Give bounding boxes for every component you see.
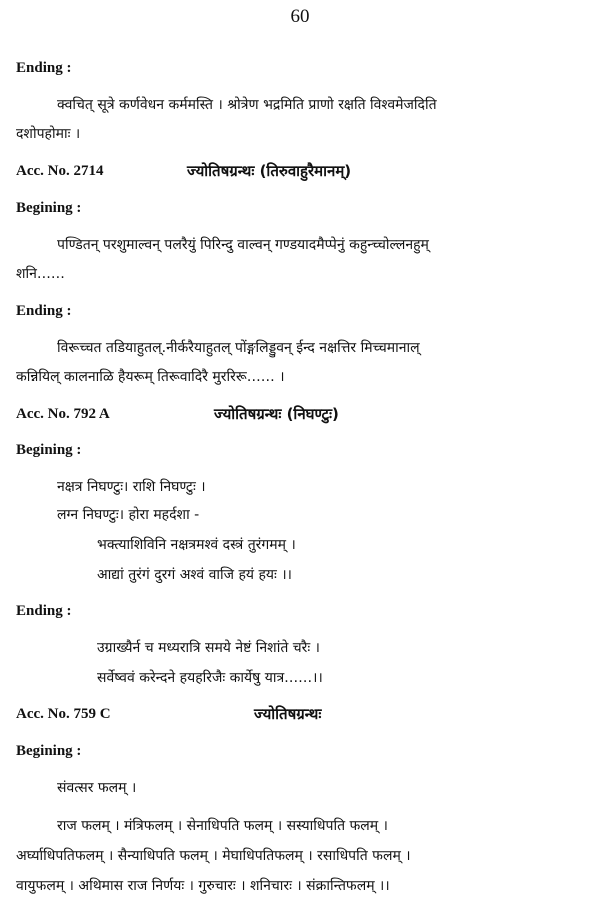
accession-number: Acc. No. 792 A — [16, 406, 110, 422]
text-line: भक्त्याशिविनि नक्षत्रमश्वं दस्त्रं तुरंगमम् । — [97, 537, 296, 553]
text-line: क्वचित् सूत्रे कर्णवेधन कर्ममस्ति । श्रोत्रेण भद्रमिति प्राणो रक्षति विश्वमेजदिति — [57, 97, 437, 113]
accession-number: Acc. No. 2714 — [16, 163, 104, 179]
ending-heading: Ending : — [16, 603, 72, 619]
text-line: नक्षत्र निघण्टुः। राशि निघण्टुः । — [57, 479, 206, 495]
text-line: सर्वेष्ववं करेन्दने हयहरिजैः कार्येषु यात्र……।। — [97, 670, 323, 686]
begining-heading: Begining : — [16, 200, 82, 216]
text-line: संवत्सर फलम् । — [57, 780, 137, 796]
text-line: राज फलम् । मंत्रिफलम् । सेनाधिपति फलम् । सस्याधिपति फलम् । — [57, 818, 388, 834]
text-line: अर्घ्याधिपतिफलम् । सैन्याधिपति फलम् । मेघाधिपतिफलम् । रसाधिपति फलम् । — [16, 848, 411, 864]
text-line: लग्न निघण्टुः। होरा महर्दशा - — [57, 507, 200, 523]
begining-heading: Begining : — [16, 743, 82, 759]
accession-number: Acc. No. 759 C — [16, 706, 111, 722]
page-number: 60 — [290, 6, 310, 27]
text-line: कन्नियिल् कालनाळि हैयरूम् तिरूवादिरै मुररिरू…… । — [16, 369, 285, 385]
ending-heading: Ending : — [16, 60, 72, 76]
text-line: उग्राख्यैर्न च मध्यरात्रि समये नेष्टं निशांते चरैः । — [97, 640, 320, 656]
text-line: पण्डितन् परशुमाल्वन् पलरैयुं पिरिन्दु वाल्वन् गण्डयादमैप्पेनुं कहुन्च्चोल्लनहुम् — [57, 237, 429, 253]
text-line: दशोपहोमाः । — [16, 126, 81, 142]
manuscript-title: ज्योतिषग्रन्थः (निघण्टुः) — [214, 405, 339, 423]
begining-heading: Begining : — [16, 442, 82, 458]
text-line: विरूच्चत तडियाहुतल्.नीर्करैयाहुतल् पोंङ्गलिड्डुवन् ईन्द नक्षत्तिर मिच्चमानाल् — [57, 340, 420, 356]
text-line: शनि…… — [16, 266, 65, 282]
ending-heading: Ending : — [16, 303, 72, 319]
manuscript-title: ज्योतिषग्रन्थः — [254, 705, 322, 723]
text-line: आद्यां तुरंगं दुरगं अश्वं वाजि हयं हयः ।। — [97, 567, 292, 583]
text-line: वायुफलम् । अथिमास राज निर्णयः । गुरुचारः । शनिचारः । संक्रान्तिफलम् ।। — [16, 878, 390, 894]
manuscript-title: ज्योतिषग्रन्थः (तिरुवाहुरैमानम्) — [187, 162, 352, 180]
